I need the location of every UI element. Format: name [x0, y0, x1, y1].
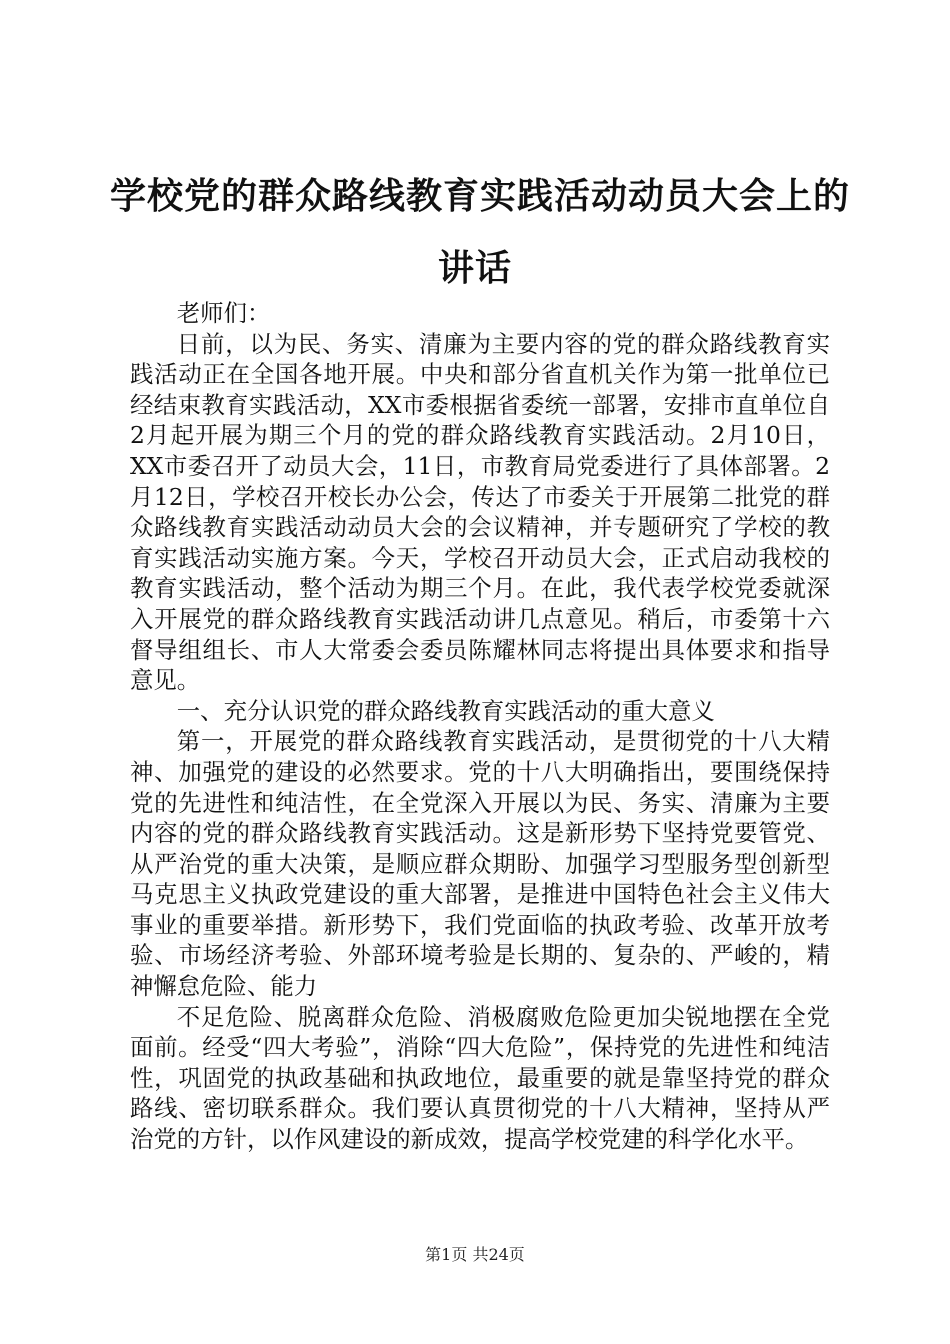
- title-line-2: 讲话: [437, 247, 512, 289]
- section-heading: 一、充分认识党的群众路线教育实践活动的重大意义: [176, 696, 715, 725]
- body-paragraph: 日前，以为民、务实、清廉为主要内容的党的群众路线教育实践活动正在全国各地开展。中央和部分省直机关作为第一批单位已经结束教育实践活动，XX市委根据省委统一部署，安排市直单位自2月起开展为期三个月的党的群众路线教育实践活动。2月10日，XX市委召开了动员大会，11日，市教育局党委进行了具体部署。2月12日，学校召开校长办公会，传达了市委关于开展第二批党的群众路线教育实践活动动员大会的会议精神，并专题研究了学校的教育实践活动实施方案。今天，学校召开动员大会，正式启动我校的教育实践活动，整个活动为期三个月。在此，我代表学校党委就深入开展党的群众路线教育实践活动讲几点意见。稍后，市委第十六督导组组长、市人大常委会委员陈耀林同志将提出具体要求和指导意见。: [130, 329, 830, 695]
- body-paragraph: 第一，开展党的群众路线教育实践活动，是贯彻党的十八大精神、加强党的建设的必然要求。党的十八大明确指出，要围绕保持党的先进性和纯洁性，在全党深入开展以为民、务实、清廉为主要内容的党的群众路线教育实践活动。这是新形势下坚持党要管党、从严治党的重大决策，是顺应群众期盼、加强学习型服务型创新型马克思主义执政党建设的重大部署，是推进中国特色社会主义伟大事业的重要举措。新形势下，我们党面临的执政考验、改革开放考验、市场经济考验、外部环境考验是长期的、复杂的、严峻的，精神懈怠危险、能力: [130, 727, 830, 1001]
- document-title: [110, 160, 851, 304]
- body-paragraph: 不足危险、脱离群众危险、消极腐败危险更加尖锐地摆在全党面前。经受“四大考验”，消除“四大危险”，保持党的先进性和纯洁性，巩固党的执政基础和执政地位，最重要的就是靠坚持党的群众路线、密切联系群众。我们要认真贯彻党的十八大精神，坚持从严治党的方针，以作风建设的新成效，提高学校党建的科学化水平。: [130, 1002, 830, 1154]
- page-footer: 第1页 共24页: [425, 1245, 525, 1264]
- document-body: [130, 298, 830, 1155]
- title-line-1: 学校党的群众路线教育实践活动动员大会上的: [110, 175, 851, 217]
- salutation: 老师们：: [176, 299, 271, 327]
